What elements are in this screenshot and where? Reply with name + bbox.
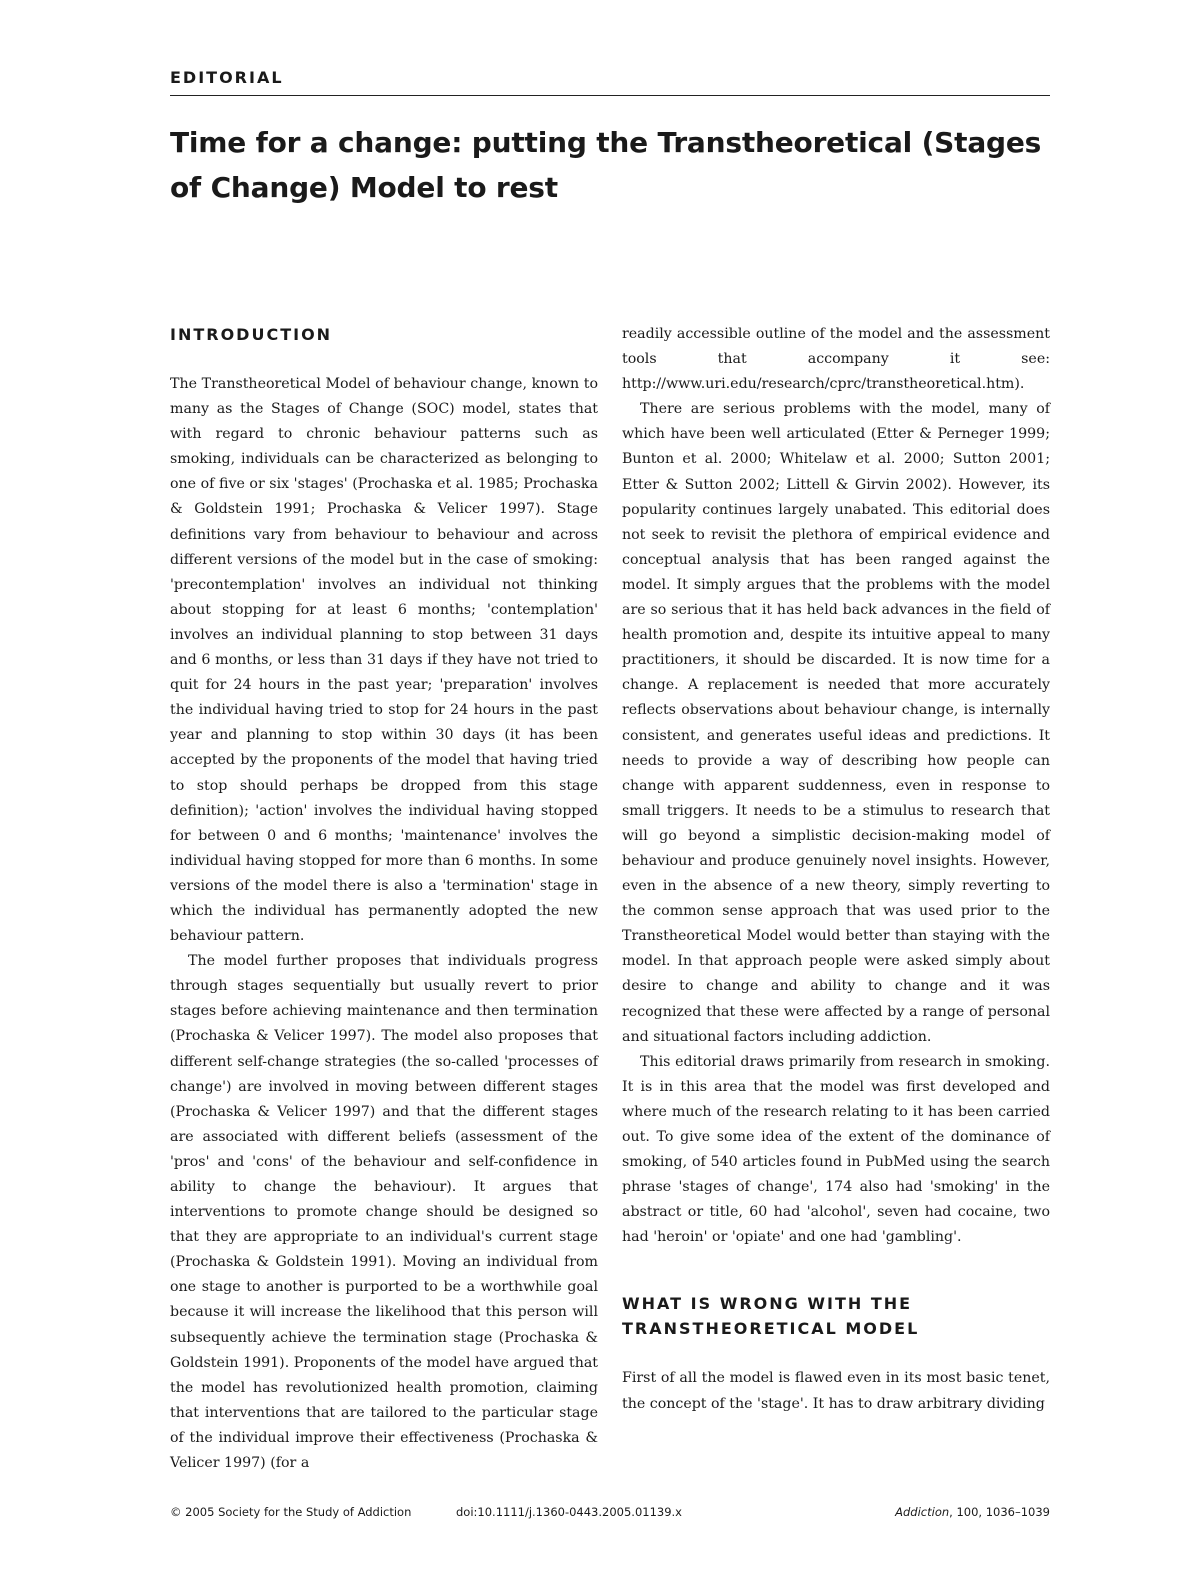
introduction-heading: INTRODUCTION	[170, 325, 333, 344]
journal-name: Addiction	[895, 1505, 950, 1519]
header-rule	[170, 95, 1050, 96]
journal-volume-pages: , 100, 1036–1039	[949, 1505, 1050, 1519]
right-column	[622, 322, 1050, 1417]
intro-paragraph-1: The Transtheoretical Model of behaviour change, known to many as the Stages of Change (SOC) model, states that with regard to chronic behaviour patterns such as smoking, individuals can be characterized as belonging to one of five or six 'stages' (Prochaska et al. 1985; Prochaska & Goldstein 1991; Prochaska & Velicer 1997). Stage definitions vary from behaviour to behaviour and across different versions of the model but in the case of smoking: 'precontemplation' involves an individual not thinking about stopping for at least 6 months; 'contemplation' involves an individual planning to stop between 31 days and 6 months, or less than 31 days if they have not tried to quit for 24 hours in the past year; 'preparation' involves the individual having tried to stop for 24 hours in the past year and planning to stop within 30 days (it has been accepted by the proponents of the model that having tried to stop should perhaps be dropped from this stage definition); 'action' involves the individual having stopped for between 0 and 6 months; 'maintenance' involves the individual having stopped for more than 6 months. In some versions of the model there is also a 'termination' stage in which the individual has permanently adopted the new behaviour pattern.	[170, 376, 598, 945]
journal-citation	[895, 1505, 1050, 1519]
section-label: EDITORIAL	[170, 68, 284, 87]
copyright-notice: © 2005 Society for the Study of Addiction	[170, 1505, 412, 1519]
right-paragraph-1: readily accessible outline of the model and the assessment tools that accompany it see: http://www.uri.edu/research/cprc/transtheoretical.htm).	[622, 326, 1050, 393]
right-paragraph-4: First of all the model is flawed even in its most basic tenet, the concept of the 'stage'. It has to draw arbitrary dividing	[622, 1370, 1050, 1412]
left-column	[170, 322, 598, 1476]
doi-link[interactable]: doi:10.1111/j.1360-0443.2005.01139.x	[456, 1505, 682, 1519]
intro-paragraph-2: The model further proposes that individuals progress through stages sequentially but usually revert to prior stages before achieving maintenance and then termination (Prochaska & Velicer 1997). The model also proposes that different self-change strategies (the so-called 'processes of change') are involved in moving between different stages (Prochaska & Velicer 1997) and that the different stages are associated with different beliefs (assessment of the 'pros' and 'cons' of the behaviour and self-confidence in ability to change the behaviour). It argues that interventions to promote change should be designed so that they are appropriate to an individual's current stage (Prochaska & Goldstein 1991). Moving an individual from one stage to another is purported to be a worthwhile goal because it will increase the likelihood that this person will subsequently achieve the termination stage (Prochaska & Goldstein 1991). Proponents of the model have argued that the model has revolutionized health promotion, claiming that interventions that are tailored to the particular stage of the individual improve their effectiveness (Prochaska & Velicer 1997) (for a	[170, 953, 598, 1472]
right-paragraph-2: There are serious problems with the model, many of which have been well articulated (Etter & Perneger 1999; Bunton et al. 2000; Whitelaw et al. 2000; Sutton 2001; Etter & Sutton 2002; Littell & Girvin 2002). However, its popularity continues largely unabated. This editorial does not seek to revisit the plethora of empirical evidence and conceptual analysis that has been ranged against the model. It simply argues that the problems with the model are so serious that it has held back advances in the field of health promotion and, despite its intuitive appeal to many practitioners, it should be discarded. It is now time for a change. A replacement is needed that more accurately reflects observations about behaviour change, is internally consistent, and generates useful ideas and predictions. It needs to provide a way of describing how people can change with apparent suddenness, even in response to small triggers. It needs to be a stimulus to research that will go beyond a simplistic decision-making model of behaviour and produce genuinely novel insights. However, even in the absence of a new theory, simply reverting to the common sense approach that was used prior to the Transtheoretical Model would better than staying with the model. In that approach people were asked simply about desire to change and ability to change and it was recognized that these were affected by a range of personal and situational factors including addiction.	[622, 401, 1050, 1045]
right-paragraph-3: This editorial draws primarily from research in smoking. It is in this area that the model was first developed and where much of the research relating to it has been carried out. To give some idea of the extent of the dominance of smoking, of 540 articles found in PubMed using the search phrase 'stages of change', 174 also had 'smoking' in the abstract or title, 60 had 'alcohol', seven had cocaine, two had 'heroin' or 'opiate' and one had 'gambling'.	[622, 1053, 1050, 1246]
what-is-wrong-heading: WHAT IS WRONG WITH THE TRANSTHEORETICAL MODEL	[622, 1294, 920, 1339]
page-footer	[170, 1505, 1050, 1525]
article-title: Time for a change: putting the Transtheoretical (Stages of Change) Model to rest	[170, 126, 1042, 204]
